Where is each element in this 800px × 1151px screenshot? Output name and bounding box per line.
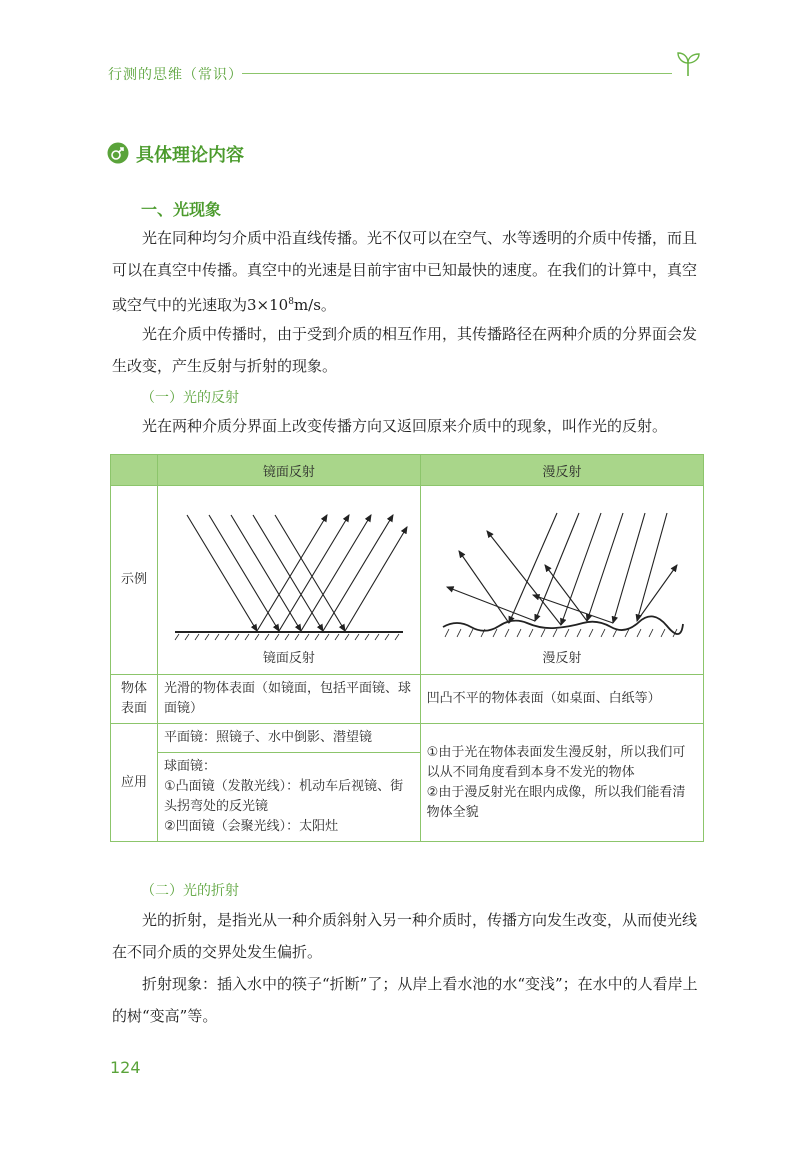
caption-diffuse-reflection: 漫反射	[542, 650, 582, 666]
light-speed-exponent: 8	[288, 297, 294, 307]
surface-diffuse-cell: 凹凸不平的物体表面（如桌面、白纸等）	[420, 675, 703, 724]
application-concave-mirror: ②凹面镜（会聚光线）：太阳灶	[164, 819, 339, 834]
header-rule	[242, 73, 672, 74]
heading-refraction: （二）光的折射	[141, 883, 239, 899]
table-row-surface	[111, 675, 704, 724]
row-label-example: 示例	[111, 486, 158, 675]
table-corner-cell	[111, 455, 158, 486]
application-sphere-title: 球面镜：	[164, 759, 217, 774]
table-row-application-flat	[111, 724, 704, 753]
mirror-reflection-diagram-cell	[158, 486, 421, 675]
diffuse-reflection-diagram	[437, 495, 687, 645]
application-flat-mirror-cell: 平面镜：照镜子、水中倒影、潜望镜	[158, 724, 421, 753]
surface-mirror-cell: 光滑的物体表面（如镜面，包括平面镜、球面镜）	[158, 675, 421, 724]
heading-light-phenomena: 一、光现象	[141, 200, 222, 219]
application-diffuse-point-2: ②由于漫反射光在眼内成像，所以我们能看清物体全貌	[426, 784, 686, 820]
gear-flag-icon	[107, 142, 129, 164]
application-diffuse-cell	[420, 724, 703, 842]
column-header-mirror: 镜面反射	[158, 455, 421, 486]
heading-reflection: （一）光的反射	[141, 390, 239, 406]
mirror-reflection-diagram	[169, 495, 409, 645]
caption-mirror-reflection: 镜面反射	[262, 650, 315, 666]
paragraph-interface: 光在介质中传播时，由于受到介质的相互作用，其传播路径在两种介质的分界面会发生改变，产生反射与折射的现象。	[112, 325, 698, 375]
diffuse-reflection-diagram-cell	[420, 486, 703, 675]
column-header-diffuse: 漫反射	[420, 455, 703, 486]
paragraph-light-propagation: 光在同种均匀介质中沿直线传播。光不仅可以在空气、水等透明的介质中传播，而且可以在真空中传播。真空中的光速是目前宇宙中已知最快的速度。在我们的计算中，真空或空气中的光速取为$3\times 10^8m/s$。	[112, 229, 698, 314]
table-row-example	[111, 486, 704, 675]
paragraph-reflection-definition: 光在两种介质分界面上改变传播方向又返回原来介质中的现象，叫作光的反射。	[142, 417, 668, 435]
application-convex-mirror: ①凸面镜（发散光线）：机动车后视镜、街头拐弯处的反光镜	[164, 779, 404, 814]
application-diffuse-point-1: ①由于光在物体表面发生漫反射，所以我们可以从不同角度看到本身不发光的物体	[426, 744, 686, 780]
paragraph-refraction-examples: 折射现象：插入水中的筷子“折断”了；从岸上看水池的水“变浅”；在水中的人看岸上的树“变高”等。	[112, 975, 698, 1025]
application-sphere-mirror-cell	[158, 753, 421, 842]
section-title: 具体理论内容	[136, 145, 244, 166]
row-label-application: 应用	[111, 724, 158, 842]
sprout-icon	[672, 46, 704, 78]
reflection-comparison-table	[110, 454, 704, 842]
table-header-row	[111, 455, 704, 486]
paragraph-refraction-definition: 光的折射，是指光从一种介质斜射入另一种介质时，传播方向发生改变，从而使光线在不同介质的交界处发生偏折。	[112, 911, 698, 961]
page-number: 124	[110, 1058, 141, 1077]
row-label-surface: 物体表面	[111, 675, 158, 724]
light-speed-value: 3×10	[247, 296, 289, 314]
running-header-title: 行测的思维（常识）	[108, 67, 243, 83]
